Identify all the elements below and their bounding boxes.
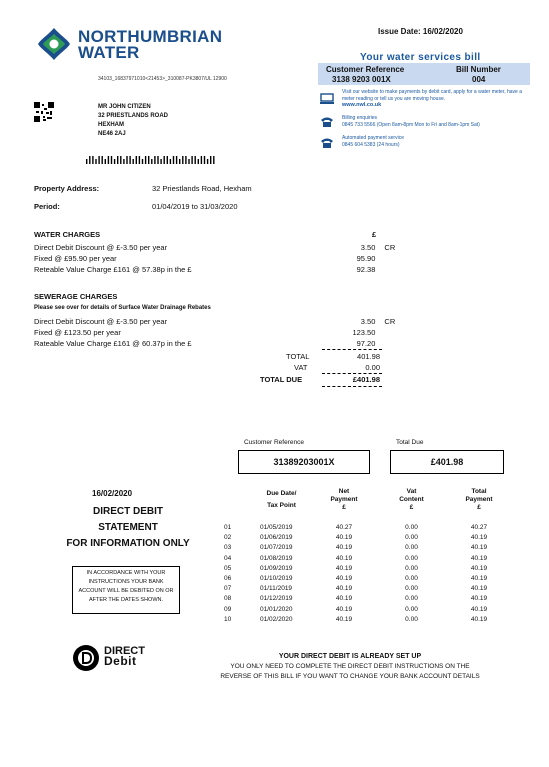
dd-row-total: 40.19 bbox=[470, 605, 488, 613]
reference-box bbox=[318, 63, 530, 85]
dd-row-date: 01/06/2019 bbox=[260, 534, 293, 542]
charge-label: Rateable Value Charge £161 @ 60.37p in the £ bbox=[34, 339, 192, 348]
vat-label: VAT bbox=[294, 363, 308, 372]
dd-table-header bbox=[224, 488, 514, 515]
bill-title: Your water services bill bbox=[360, 52, 481, 63]
dd-table bbox=[224, 488, 514, 626]
document-code: 34103_16837971010<21453>_310087-PK3807/UL 12900 bbox=[98, 76, 227, 82]
dd-rows bbox=[224, 524, 514, 626]
total-divider-top bbox=[322, 349, 382, 350]
website-url[interactable]: www.nwl.co.uk bbox=[342, 102, 382, 108]
customer-reference: 3138 9203 001X bbox=[332, 75, 391, 84]
dd-row-date: 01/05/2019 bbox=[260, 524, 293, 531]
bill-number-label: Bill Number bbox=[456, 65, 501, 74]
dd-row-vat: 0.00 bbox=[405, 595, 418, 603]
dd-row-date: 01/07/2019 bbox=[260, 544, 293, 552]
dd-row-vat: 0.00 bbox=[405, 554, 418, 562]
charge-label: Reteable Value Charge £161 @ 57.38p in the £ bbox=[34, 265, 192, 274]
sewerage-row bbox=[34, 328, 414, 339]
dd-row-net: 40.19 bbox=[335, 564, 353, 572]
sewerage-row bbox=[34, 317, 414, 328]
dd-row-total: 40.19 bbox=[470, 554, 488, 562]
postal-barcode-icon bbox=[86, 151, 216, 169]
brand-line-2: WATER bbox=[78, 43, 140, 62]
dd-logo-line-1: DIRECT bbox=[104, 645, 145, 657]
vat-value: 0.00 bbox=[365, 363, 380, 372]
dd-row-net: 40.19 bbox=[335, 615, 353, 623]
dd-row-net: 40.19 bbox=[335, 585, 353, 593]
dd-table-row bbox=[224, 534, 514, 544]
address-line-1: MR JOHN CITIZEN bbox=[98, 104, 151, 110]
sewerage-charges-title: SEWERAGE CHARGES bbox=[34, 292, 118, 301]
direct-debit-logo-text bbox=[104, 646, 145, 666]
slip-due-value: £401.98 bbox=[390, 450, 504, 474]
dd-table-row bbox=[224, 616, 514, 626]
property-address-label: Property Address: bbox=[34, 184, 100, 193]
total-value: 401.98 bbox=[357, 352, 380, 361]
charge-flag: CR bbox=[384, 317, 396, 326]
dd-row-net: 40.19 bbox=[335, 595, 353, 603]
auto-number: 0845 604 5383 (24 hours) bbox=[342, 141, 400, 148]
dd-row-vat: 0.00 bbox=[405, 585, 418, 593]
dd-row-date: 01/01/2020 bbox=[260, 605, 293, 613]
brand-name bbox=[78, 29, 222, 61]
dd-row-date: 01/12/2019 bbox=[260, 595, 293, 603]
address-line-2: 32 PRIESTLANDS ROAD bbox=[98, 113, 169, 119]
dd-row-net: 40.19 bbox=[335, 544, 353, 552]
phone-icon-2 bbox=[320, 136, 334, 154]
dd-row-number: 02 bbox=[224, 534, 232, 542]
dd-row-number: 04 bbox=[224, 554, 232, 562]
col-net: Net Payment £ bbox=[330, 488, 358, 511]
charge-label: Fixed @ £123.50 per year bbox=[34, 328, 121, 337]
dd-table-row bbox=[224, 565, 514, 575]
currency-symbol: £ bbox=[372, 230, 377, 239]
dd-row-total: 40.19 bbox=[470, 585, 488, 593]
dd-row-date: 01/09/2019 bbox=[260, 564, 293, 572]
slip-reference-value: 31389203001X bbox=[238, 450, 370, 474]
dd-row-date: 01/02/2020 bbox=[260, 615, 293, 623]
charge-amount: 92.38 bbox=[356, 265, 376, 274]
sewerage-charges-list bbox=[34, 317, 414, 350]
dd-row-vat: 0.00 bbox=[405, 524, 418, 531]
charge-flag bbox=[375, 265, 414, 276]
slip-reference-label: Customer Reference bbox=[244, 439, 304, 446]
sewerage-note: Please see over for details of Surface Water Drainage Rebates bbox=[34, 305, 211, 311]
charge-flag: CR bbox=[384, 243, 396, 252]
dd-row-net: 40.19 bbox=[335, 554, 353, 562]
dd-row-vat: 0.00 bbox=[405, 544, 418, 552]
company-logo bbox=[34, 25, 74, 63]
dd-table-row bbox=[224, 524, 514, 534]
charge-amount: 3.50 bbox=[360, 243, 376, 252]
dd-row-total: 40.19 bbox=[470, 615, 488, 623]
dd-row-number: 09 bbox=[224, 605, 232, 613]
dd-title-line-1: DIRECT DEBIT bbox=[93, 506, 163, 517]
dd-table-row bbox=[224, 544, 514, 554]
customer-reference-label: Customer Reference bbox=[326, 65, 405, 74]
water-row bbox=[34, 265, 414, 276]
col-total: Total Payment £ bbox=[465, 488, 493, 511]
water-charges-title: WATER CHARGES bbox=[34, 230, 101, 239]
bill-number: 004 bbox=[472, 75, 486, 84]
dd-title-block bbox=[34, 504, 222, 552]
total-divider-bottom bbox=[322, 386, 382, 387]
dd-table-row bbox=[224, 606, 514, 616]
dd-row-net: 40.19 bbox=[335, 534, 353, 542]
dd-row-total: 40.19 bbox=[470, 534, 488, 542]
dd-row-vat: 0.00 bbox=[405, 605, 418, 613]
dd-title-line-3: FOR INFORMATION ONLY bbox=[66, 538, 190, 549]
dd-row-vat: 0.00 bbox=[405, 615, 418, 623]
water-drop-logo-icon bbox=[34, 25, 74, 63]
col-vat: Vat Content £ bbox=[399, 488, 424, 511]
computer-icon bbox=[320, 92, 334, 110]
dd-row-vat: 0.00 bbox=[405, 564, 418, 572]
address-line-3: HEXHAM bbox=[98, 122, 125, 128]
auto-label: Automated payment service bbox=[342, 135, 404, 141]
total-divider-mid bbox=[322, 373, 382, 374]
dd-row-number: 01 bbox=[224, 524, 232, 531]
water-row bbox=[34, 243, 414, 254]
dd-row-total: 40.27 bbox=[470, 524, 488, 531]
phone-icon bbox=[320, 115, 334, 133]
dd-row-net: 40.19 bbox=[335, 605, 353, 613]
charge-label: Direct Debit Discount @ £-3.50 per year bbox=[34, 243, 168, 252]
dd-row-date: 01/11/2019 bbox=[260, 585, 293, 593]
period-value: 01/04/2019 to 31/03/2020 bbox=[152, 202, 238, 211]
charge-amount: 3.50 bbox=[360, 317, 376, 326]
dd-row-number: 07 bbox=[224, 585, 232, 593]
billing-number: 0845 733 5566 (Open 8am-8pm Mon to Fri and 8am-1pm Sat) bbox=[342, 121, 480, 128]
dd-row-total: 40.19 bbox=[470, 564, 488, 572]
dd-row-vat: 0.00 bbox=[405, 534, 418, 542]
charge-flag bbox=[375, 254, 414, 265]
water-row bbox=[34, 254, 414, 265]
dd-row-number: 10 bbox=[224, 615, 232, 623]
total-due-value: £401.98 bbox=[352, 375, 380, 384]
charge-label: Fixed @ £95.90 per year bbox=[34, 254, 117, 263]
qr-code-icon bbox=[34, 102, 54, 127]
brand-line-1: NORTHUMBRIAN bbox=[78, 27, 223, 46]
dd-row-total: 40.19 bbox=[470, 544, 488, 552]
dd-table-row bbox=[224, 585, 514, 595]
dd-row-total: 40.19 bbox=[470, 574, 488, 582]
website-text: Visit our website to make payments by debit card, apply for a water meter, have a meter reading or tell us you are moving house. bbox=[342, 89, 522, 102]
dd-row-date: 01/10/2019 bbox=[260, 574, 293, 582]
direct-debit-logo-icon bbox=[72, 644, 100, 677]
dd-row-net: 40.27 bbox=[335, 524, 353, 531]
total-due-label: TOTAL DUE bbox=[260, 375, 303, 384]
water-charges-list bbox=[34, 243, 414, 276]
property-address-value: 32 Priestlands Road, Hexham bbox=[152, 184, 252, 193]
dd-table-row bbox=[224, 595, 514, 605]
billing-label: Billing enquiries bbox=[342, 115, 378, 121]
dd-setup-line-1: YOU ONLY NEED TO COMPLETE THE DIRECT DEBIT INSTRUCTIONS ON THE bbox=[230, 663, 470, 670]
dd-row-number: 03 bbox=[224, 544, 232, 552]
dd-row-vat: 0.00 bbox=[405, 574, 418, 582]
total-label: TOTAL bbox=[286, 352, 310, 361]
dd-setup-title: YOUR DIRECT DEBIT IS ALREADY SET UP bbox=[278, 653, 422, 660]
dd-notice-box: IN ACCORDANCE WITH YOUR INSTRUCTIONS YOUR BANK ACCOUNT WILL BE DEBITED ON OR AFTER THE DATES SHOWN. bbox=[72, 566, 180, 614]
dd-setup-line-2: REVERSE OF THIS BILL IF YOU WANT TO CHANGE YOUR BANK ACCOUNT DETAILS bbox=[220, 673, 480, 680]
automated-payment bbox=[342, 135, 404, 148]
charge-amount: 95.90 bbox=[356, 254, 376, 263]
recipient-address bbox=[98, 103, 168, 139]
dd-row-number: 06 bbox=[224, 574, 232, 582]
col-due-date: Due Date/ Tax Point bbox=[266, 490, 297, 509]
address-line-4: NE46 2AJ bbox=[98, 131, 126, 137]
period-label: Period: bbox=[34, 202, 60, 211]
dd-row-number: 05 bbox=[224, 564, 232, 572]
dd-logo-line-2: Debit bbox=[104, 654, 137, 668]
billing-enquiries bbox=[342, 115, 480, 128]
charge-flag bbox=[375, 328, 414, 339]
charge-amount: 123.50 bbox=[352, 328, 376, 337]
dd-row-date: 01/08/2019 bbox=[260, 554, 293, 562]
dd-setup-info bbox=[200, 652, 500, 682]
dd-row-total: 40.19 bbox=[470, 595, 488, 603]
charge-amount: 97.20 bbox=[356, 339, 376, 348]
issue-date: Issue Date: 16/02/2020 bbox=[378, 27, 463, 36]
dd-table-row bbox=[224, 575, 514, 585]
charge-label: Direct Debit Discount @ £-3.50 per year bbox=[34, 317, 168, 326]
dd-date: 16/02/2020 bbox=[92, 489, 133, 498]
dd-table-row bbox=[224, 555, 514, 565]
dd-row-net: 40.19 bbox=[335, 574, 353, 582]
slip-due-label: Total Due bbox=[396, 439, 424, 446]
website-info bbox=[342, 89, 532, 109]
dd-row-number: 08 bbox=[224, 595, 232, 603]
dd-title-line-2: STATEMENT bbox=[98, 522, 158, 533]
